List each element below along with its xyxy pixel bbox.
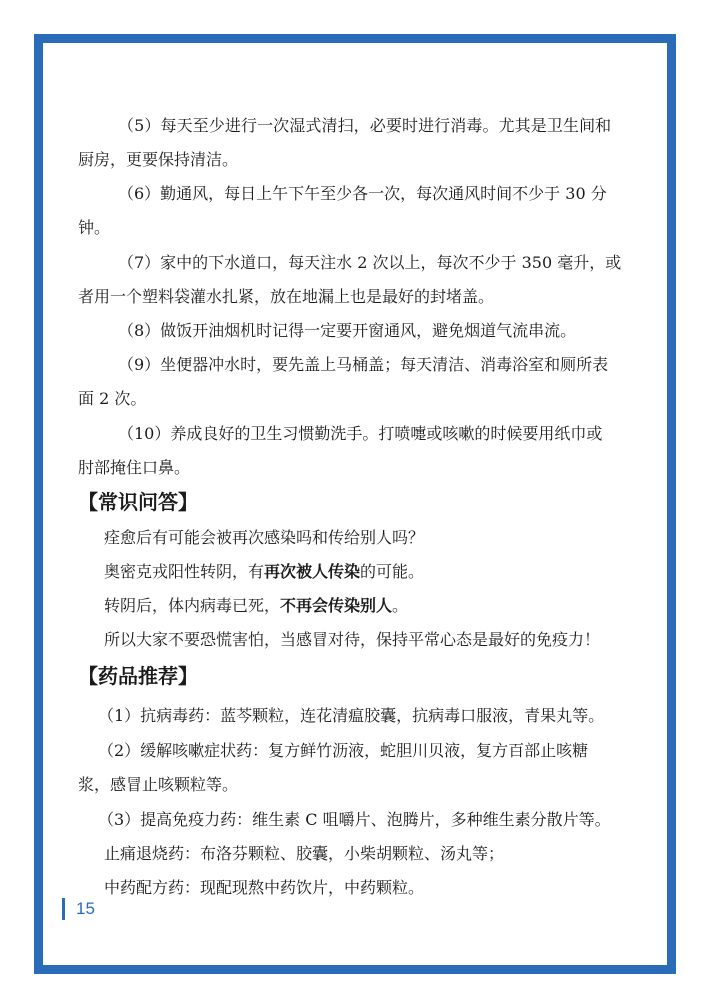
qa-heading: 【常识问答】 xyxy=(78,490,198,514)
qa-answer-1 xyxy=(104,561,424,583)
page-number-bar xyxy=(62,898,65,920)
tip-7-line-2: 者用一个塑料袋灌水扎紧，放在地漏上也是最好的封堵盖。 xyxy=(78,287,495,306)
drug-item-4: 止痛退烧药：布洛芬颗粒、胶囊，小柴胡颗粒、汤丸等； xyxy=(104,844,505,863)
page-number: 15 xyxy=(76,899,95,918)
qa-answer-3: 所以大家不要恐慌害怕，当感冒对待，保持平常心态是最好的免疫力！ xyxy=(104,630,601,649)
tip-6-line-1: （6）勤通风，每日上午下午至少各一次，每次通风时间不少于 30 分 xyxy=(118,184,607,203)
drugs-heading: 【药品推荐】 xyxy=(78,664,198,688)
tip-5-line-2: 厨房，更要保持清洁。 xyxy=(78,150,239,169)
qa-answer-2-pre: 转阴后，体内病毒已死， xyxy=(104,596,281,615)
drug-item-2-line-1: （2）缓解咳嗽症状药：复方鲜竹沥液，蛇胆川贝液，复方百部止咳糖 xyxy=(98,741,589,760)
tip-7-line-1: （7）家中的下水道口，每天注水 2 次以上，每次不少于 350 毫升，或 xyxy=(118,253,622,272)
tip-10-line-2: 肘部掩住口鼻。 xyxy=(78,458,191,477)
qa-answer-2-post: 。 xyxy=(392,596,409,615)
qa-answer-1-pre: 奥密克戎阳性转阴，有 xyxy=(104,562,265,581)
tip-6-line-2: 钟。 xyxy=(78,218,111,237)
qa-answer-2-bold: 不再会传染别人 xyxy=(280,596,393,615)
tip-5-line-1: （5）每天至少进行一次湿式清扫，必要时进行消毒。尤其是卫生间和 xyxy=(118,116,612,135)
qa-answer-2 xyxy=(104,595,408,617)
drug-item-5: 中药配方药：现配现熬中药饮片，中药颗粒。 xyxy=(104,878,425,897)
drug-item-1: （1）抗病毒药：蓝芩颗粒，连花清瘟胶囊，抗病毒口服液，青果丸等。 xyxy=(98,706,605,725)
qa-answer-1-post: 的可能。 xyxy=(360,562,425,581)
drug-item-3: （3）提高免疫力药：维生素 C 咀嚼片、泡腾片，多种维生素分散片等。 xyxy=(98,810,611,829)
page-content xyxy=(43,43,667,965)
qa-question: 痊愈后有可能会被再次感染吗和传给别人吗？ xyxy=(104,528,425,547)
qa-answer-1-bold: 再次被人传染 xyxy=(264,562,361,581)
tip-9-line-1: （9）坐便器冲水时，要先盖上马桶盖；每天清洁、消毒浴室和厕所表 xyxy=(118,355,609,374)
tip-9-line-2: 面 2 次。 xyxy=(78,389,147,408)
tip-8-line-1: （8）做饭开油烟机时记得一定要开窗通风，避免烟道气流串流。 xyxy=(118,321,577,340)
drug-item-2-line-2: 浆，感冒止咳颗粒等。 xyxy=(78,775,239,794)
tip-10-line-1: （10）养成良好的卫生习惯勤洗手。打喷嚏或咳嗽的时候要用纸巾或 xyxy=(118,424,603,443)
